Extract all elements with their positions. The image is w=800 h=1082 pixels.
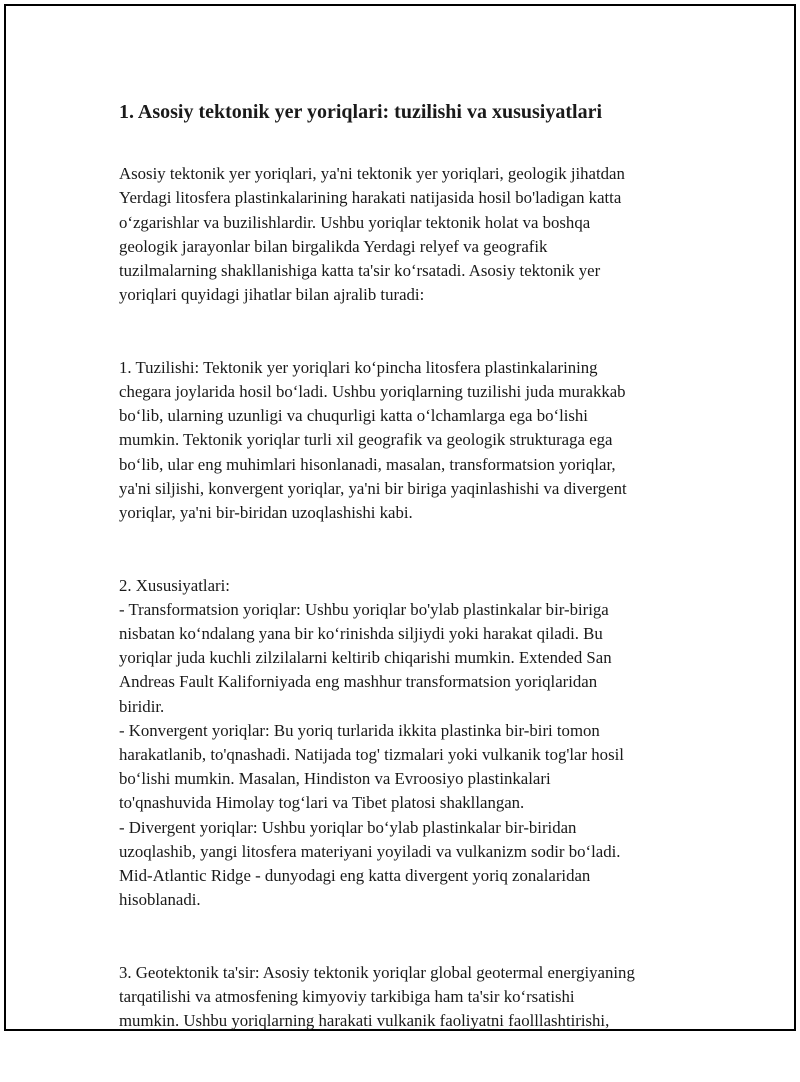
features-paragraph: 2. Xususiyatlari: - Transformatsion yoriqlar: Ushbu yoriqlar bo'ylab plastinkalar bir-biriga nisbatan ko‘ndalang yana bir ko‘rinishda siljiydi yoki harakat qiladi. Bu yoriqlar juda kuchli zilzilalarni keltirib chiqarishi mumkin. Extended San Andreas Fault Kaliforniyada eng mashhur transformatsion yoriqlaridan biridir. - Konvergent yoriqlar: Bu yoriq turlarida ikkita plastinka bir-biri tomon harakatlanib, to'qnashadi. Natijada tog' tizmalari yoki vulkanik tog'lar hosil bo‘lishi mumkin. Masalan, Hindiston va Evroosiyo plastinkalari to'qnashuvida Himolay tog‘lari va Tibet platosi shakllangan. - Divergent yoriqlar: Ushbu yoriqlar bo‘ylab plastinkalar bir-biridan uzoqlashib, yangi litosfera materiyani yoyiladi va vulkanizm sodir bo‘ladi. Mid-Atlantic Ridge - dunyodagi eng katta divergent yoriq zonalaridan hisoblanadi. bbox=[119, 575, 624, 910]
intro-paragraph: Asosiy tektonik yer yoriqlari, ya'ni tektonik yer yoriqlari, geologik jihatdan Yerdagi litosfera plastinkalarining harakati natijasida hosil bo'ladigan katta o‘zgarishlar va buzilishlardir. Ushbu yoriqlar tektonik holat va boshqa geologik jarayonlar bilan birgalikda Yerdagi relyef va geografik tuzilmalarning shakllanishiga katta ta'sir ko‘rsatadi. Asosiy tektonik yer yoriqlari quyidagi jihatlar bilan ajralib turadi: bbox=[119, 164, 625, 305]
geotectonic-paragraph: 3. Geotektonik ta'sir: Asosiy tektonik yoriqlar global geotermal energiyaning tarqatilishi va atmosfening kimyoviy tarkibiga ham ta'sir ko‘rsatishi mumkin. Ushbu yoriqlarning harakati vulkanik faoliyatni faolllashtirishi, bbox=[119, 962, 635, 1031]
document-title: 1. Asosiy tektonik yer yoriqlari: tuzilishi va xususiyatlari bbox=[119, 101, 602, 123]
structure-paragraph: 1. Tuzilishi: Tektonik yer yoriqlari ko‘pincha litosfera plastinkalarining chegara joylarida hosil bo‘ladi. Ushbu yoriqlarning tuzilishi juda murakkab bo‘lib, ularning uzunligi va chuqurligi katta o‘lchamlarga ega bo‘lishi mumkin. Tektonik yoriqlar turli xil geografik va geologik strukturaga ega bo‘lib, ular eng muhimlari hisonlanadi, masalan, transformatsion yoriqlar, ya'ni siljishi, konvergent yoriqlar, ya'ni bir biriga yaqinlashishi va divergent yoriqlar, ya'ni bir-biridan uzoqlashishi kabi. bbox=[119, 357, 627, 523]
page-frame bbox=[4, 4, 796, 1031]
document-body bbox=[119, 138, 709, 1082]
document-content bbox=[119, 99, 709, 1082]
